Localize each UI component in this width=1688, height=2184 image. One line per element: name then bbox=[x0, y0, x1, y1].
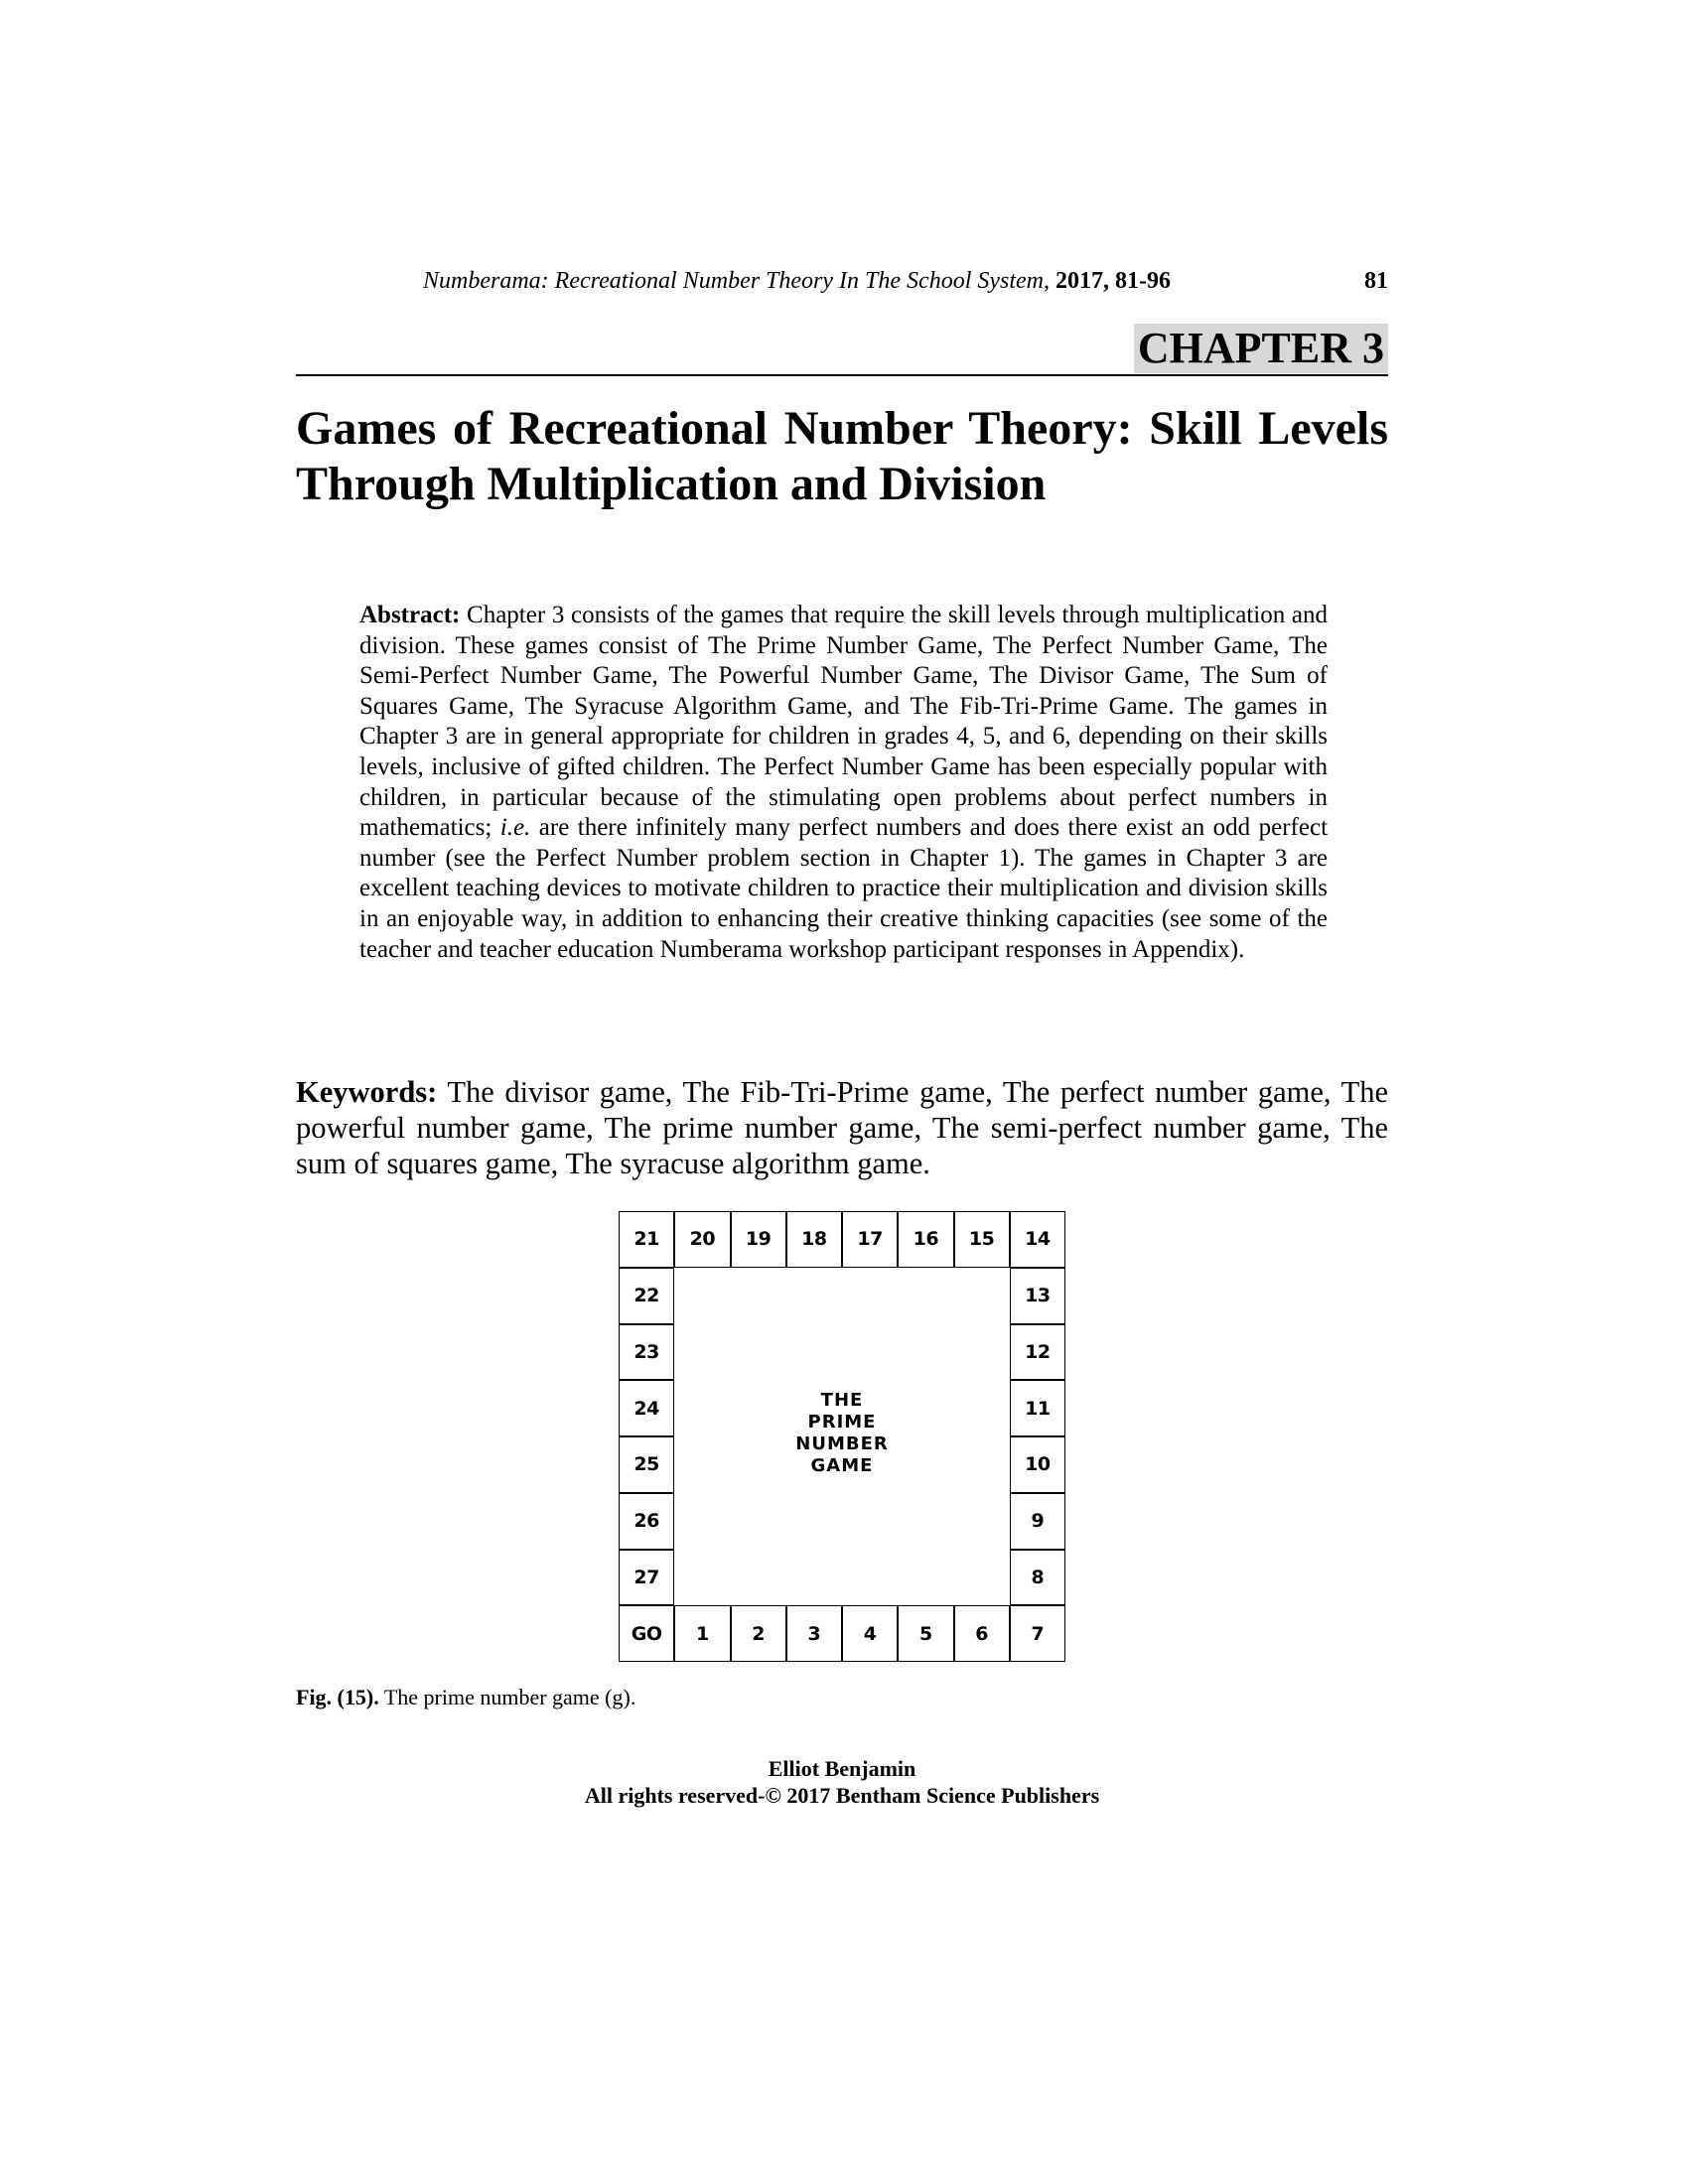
board-cell: 7 bbox=[1010, 1605, 1065, 1662]
board-cell: 4 bbox=[842, 1605, 898, 1662]
abstract bbox=[359, 601, 1328, 965]
board-cell: 17 bbox=[842, 1211, 898, 1268]
board-cell: 20 bbox=[674, 1211, 730, 1268]
keywords bbox=[296, 1074, 1388, 1181]
keywords-label: Keywords: bbox=[296, 1075, 438, 1109]
board-cell: 12 bbox=[1010, 1324, 1065, 1381]
abstract-label: Abstract: bbox=[359, 602, 461, 628]
board-cell: 24 bbox=[619, 1380, 674, 1436]
figure-caption-label: Fig. (15). bbox=[296, 1685, 379, 1709]
footer bbox=[296, 1755, 1388, 1809]
board-cell: 13 bbox=[1010, 1268, 1065, 1324]
journal-title: Numberama: Recreational Number Theory In The School System, bbox=[423, 268, 1051, 294]
board-cell: 11 bbox=[1010, 1380, 1065, 1436]
chapter-rule bbox=[296, 374, 1388, 376]
board-cell: 23 bbox=[619, 1324, 674, 1381]
journal-year-pages: 2017, 81-96 bbox=[1055, 268, 1172, 294]
board-title-line: PRIME bbox=[807, 1412, 877, 1433]
board-cell: GO bbox=[619, 1605, 674, 1662]
board-cell: 26 bbox=[619, 1493, 674, 1550]
figure-caption bbox=[296, 1684, 635, 1711]
board-title-line: THE bbox=[820, 1390, 864, 1411]
board-cell: 21 bbox=[619, 1211, 674, 1268]
figure-caption-text: The prime number game (g). bbox=[383, 1685, 636, 1709]
abstract-ie: i.e. bbox=[499, 814, 531, 842]
chapter-title: Games of Recreational Number Theory: Skill Levels Through Multiplication and Division bbox=[296, 402, 1388, 510]
board-cell: 10 bbox=[1010, 1436, 1065, 1493]
board-cell: 6 bbox=[954, 1605, 1010, 1662]
board-cell: 22 bbox=[619, 1268, 674, 1324]
board-cell: 8 bbox=[1010, 1550, 1065, 1606]
board-cell: 9 bbox=[1010, 1493, 1065, 1550]
board-cell: 25 bbox=[619, 1436, 674, 1493]
journal-citation bbox=[423, 266, 1171, 296]
board-cell: 2 bbox=[731, 1605, 786, 1662]
board-title-line: GAME bbox=[810, 1455, 874, 1476]
footer-rights: All rights reserved-© 2017 Bentham Science Publishers bbox=[584, 1783, 1100, 1808]
board-title bbox=[674, 1390, 1010, 1477]
board-cell: 15 bbox=[954, 1211, 1010, 1268]
board-cell: 1 bbox=[674, 1605, 730, 1662]
chapter-label: CHAPTER 3 bbox=[1134, 324, 1388, 373]
board-cell: 19 bbox=[731, 1211, 786, 1268]
abstract-text-1: Chapter 3 consists of the games that require the skill levels through multiplication and division. These games consist of The Prime Number Game, The Perfect Number Game, The Semi-Perfect Number Game, The Powerful Number Game, The Divisor Game, The Sum of Squares Game, The Syracuse Algorithm Game, and The Fib-Tri-Prime Game. The games in Chapter 3 are in general appropriate for children in grades 4, 5, and 6, depending on their skills levels, inclusive of gifted children. The Perfect Number Game has been especially popular with children, in particular because of the stimulating open problems about perfect numbers in mathematics; bbox=[359, 602, 1329, 842]
page-number: 81 bbox=[1364, 268, 1388, 294]
footer-author: Elliot Benjamin bbox=[768, 1756, 916, 1781]
board-cell: 5 bbox=[898, 1605, 953, 1662]
keywords-text: The divisor game, The Fib-Tri-Prime game, The perfect number game, The powerful number game, The prime number game, The semi-perfect number game, The sum of squares game, The syracuse algorithm game. bbox=[296, 1075, 1389, 1180]
abstract-text-2: are there infinitely many perfect numbers and does there exist an odd perfect number (see the Perfect Number problem section in Chapter 1). The games in Chapter 3 are excellent teaching devices to motivate children to practice their multiplication and division skills in an enjoyable way, in addition to enhancing their creative thinking capacities (see some of the teacher and teacher education Numberama workshop participant responses in Appendix). bbox=[359, 814, 1329, 963]
board-title-line: NUMBER bbox=[795, 1433, 889, 1454]
board-cell: 27 bbox=[619, 1550, 674, 1606]
board-cell: 14 bbox=[1010, 1211, 1065, 1268]
prime-number-game-board bbox=[619, 1211, 1065, 1662]
board-cell: 18 bbox=[786, 1211, 842, 1268]
board-cell: 3 bbox=[786, 1605, 842, 1662]
board-cell: 16 bbox=[898, 1211, 953, 1268]
